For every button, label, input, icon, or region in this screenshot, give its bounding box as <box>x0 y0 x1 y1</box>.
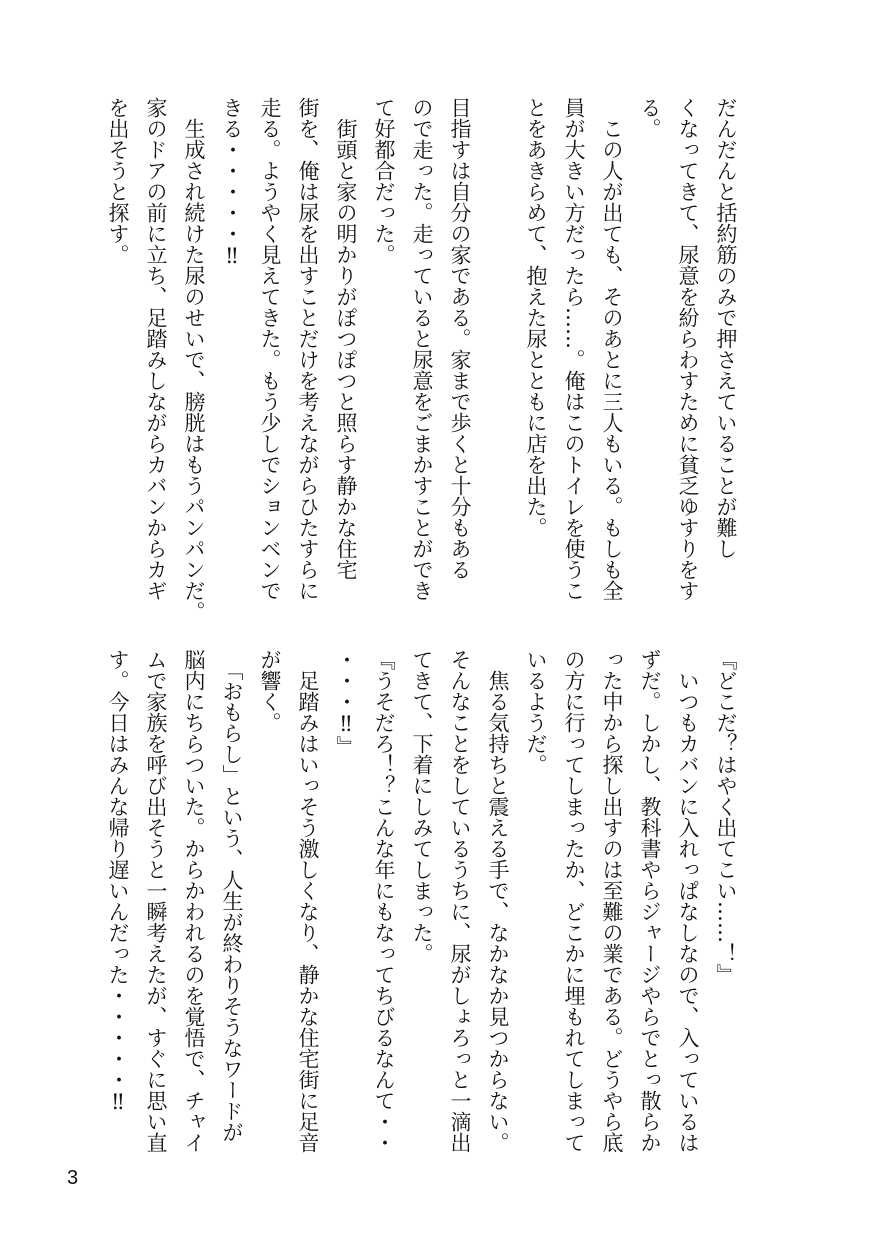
text-line: 街を、俺は尿を出すことだけを考えながらひたすらに <box>296 97 320 601</box>
text-line: だんだんと括約筋のみで押さえていることが難し <box>714 97 738 559</box>
text-line: 足踏みはいっそう激しくなり、静かな住宅街に足音 <box>296 649 320 1153</box>
text-line: いるようだ。 <box>524 649 548 775</box>
text-line: くなってきて、尿意を紛らわすために貧乏ゆすりをす <box>676 97 700 601</box>
text-line: 走る。ようやく見えてきた。もう少しでションベンで <box>258 97 282 601</box>
page-number: 3 <box>67 1167 79 1189</box>
text-line: て好都合だった。 <box>372 97 396 265</box>
text-line: 家のドアの前に立ち、足踏みしながらカバンからカギ <box>144 97 168 601</box>
text-line: とをあきらめて、抱えた尿とともに店を出た。 <box>524 97 548 538</box>
text-line: てきて、下着にしみてしまった。 <box>410 649 434 964</box>
text-line: ・・・‼』 <box>334 649 358 757</box>
text-line: が響く。 <box>258 649 282 733</box>
text-line: 『うそだろ！？こんな年にもなってちびるなんて・・ <box>372 649 396 1153</box>
text-line: 『どこだ？はやく出てこい……！』 <box>714 649 738 985</box>
text-block-upper <box>99 97 745 622</box>
text-line: 街頭と家の明かりがぽつぽつと照らす静かな住宅 <box>334 97 358 580</box>
text-line: きる・・・・・‼ <box>220 97 244 268</box>
text-line: る。 <box>638 97 662 139</box>
text-block-lower <box>99 649 745 1169</box>
text-line: 脳内にちらついた。からかわれるのを覚悟で、チャイ <box>182 649 206 1153</box>
text-line: った中から探し出すのは至難の業である。どうやら底 <box>600 649 624 1153</box>
text-line: 焦る気持ちと震える手で、なかなか見つからない。 <box>486 649 510 1153</box>
text-line: を出そうと探す。 <box>106 97 130 265</box>
text-line: 生成され続けた尿のせいで、膀胱はもうパンパンだ。 <box>182 97 206 622</box>
text-line: そんなことをしているうちに、尿がしょろっと一滴出 <box>448 649 472 1153</box>
scene-break <box>479 97 517 601</box>
text-line: す。今日はみんな帰り遅いんだった・・・・・‼ <box>106 649 130 1114</box>
text-line: いつもカバンに入れっぱなしなので、入っているは <box>676 649 700 1153</box>
text-line: ずだ。しかし、教科書やらジャージやらでとっ散らか <box>638 649 662 1153</box>
text-line: 「おもらし」という、人生が終わりそうなワードが <box>220 649 244 1143</box>
text-line: ので走った。走っていると尿意をごまかすことができ <box>410 97 434 601</box>
text-line: 目指すは自分の家である。家まで歩くと十分もある <box>448 97 472 580</box>
text-line: の方に行ってしまったか、どこかに埋もれてしまって <box>562 649 586 1153</box>
text-line: ムで家族を呼び出そうと一瞬考えたが、すぐに思い直 <box>144 649 168 1153</box>
text-line: 員が大きい方だったら……。俺はこのトイレを使うこ <box>562 97 586 601</box>
text-line: この人が出ても、そのあとに三人もいる。もしも全 <box>600 97 624 601</box>
